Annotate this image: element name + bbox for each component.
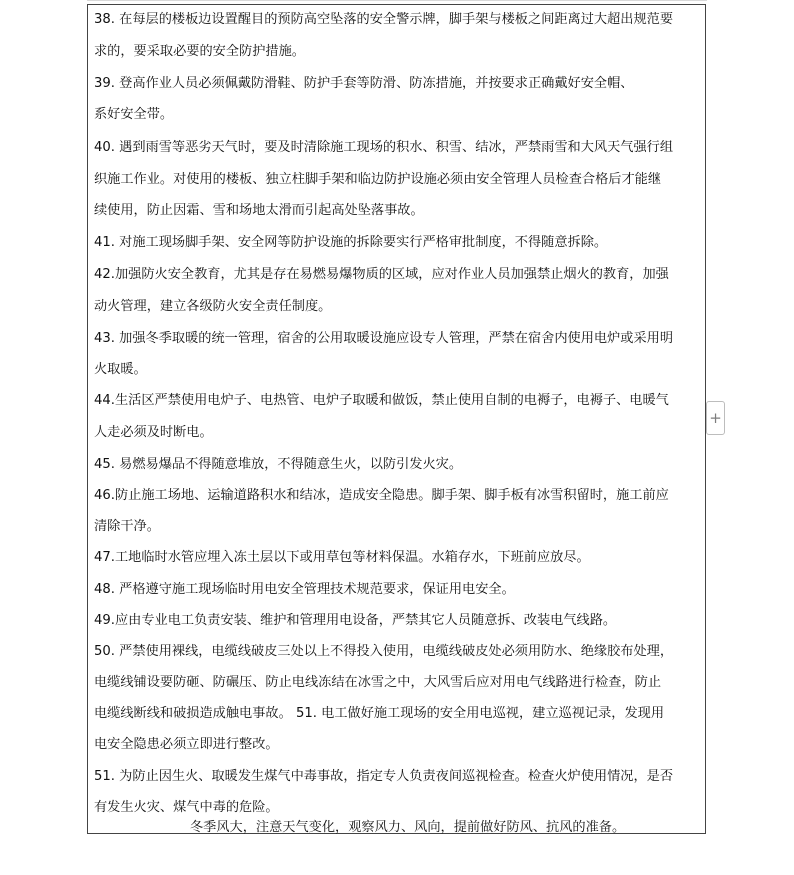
text-line: 40. 遇到雨雪等恶劣天气时，要及时清除施工现场的积水、积雪、结冰，严禁雨雪和大风天气强行组 — [94, 140, 674, 155]
document-frame — [87, 4, 706, 834]
text-line: 46.防止施工场地、运输道路积水和结冰，造成安全隐患。脚手架、脚手板有冰雪积留时，施工前应 — [94, 488, 669, 503]
text-line: 续使用，防止因霜、雪和场地太滑而引起高处坠落事故。 — [94, 203, 424, 218]
text-line: 50. 严禁使用裸线，电缆线破皮三处以上不得投入使用，电缆线破皮处必须用防水、绝缘胶布处理， — [94, 644, 674, 659]
text-line: 电缆线断线和破损造成触电事故。 51. 电工做好施工现场的安全用电巡视，建立巡视记录，发现用 — [94, 706, 665, 721]
text-line: 动火管理，建立各级防火安全责任制度。 — [94, 299, 332, 314]
text-line: 有发生火灾、煤气中毒的危险。 — [94, 800, 279, 815]
text-line: 人走必须及时断电。 — [94, 425, 213, 440]
expand-button[interactable] — [706, 401, 725, 435]
plus-icon: + — [709, 409, 722, 427]
text-line: 织施工作业。对使用的楼板、独立柱脚手架和临边防护设施必须由安全管理人员检查合格后才能继 — [94, 172, 662, 187]
text-line: 求的，要采取必要的安全防护措施。 — [94, 44, 305, 59]
text-line: 45. 易燃易爆品不得随意堆放，不得随意生火，以防引发火灾。 — [94, 457, 463, 472]
text-line: 系好安全带。 — [94, 107, 174, 122]
text-line: 电安全隐患必须立即进行整改。 — [94, 737, 279, 752]
text-line: 清除干净。 — [94, 519, 160, 534]
text-line: 42.加强防火安全教育，尤其是存在易燃易爆物质的区域，应对作业人员加强禁止烟火的教育，加强 — [94, 267, 669, 282]
text-line: 43. 加强冬季取暖的统一管理，宿舍的公用取暖设施应设专人管理，严禁在宿舍内使用电炉或采用明 — [94, 331, 674, 346]
text-line: 47.工地临时水管应埋入冻土层以下或用草包等材料保温。水箱存水，下班前应放尽。 — [94, 550, 590, 565]
text-line: 39. 登高作业人员必须佩戴防滑鞋、防护手套等防滑、防冻措施，并按要求正确戴好安全帽、 — [94, 76, 634, 91]
text-line: 冬季风大，注意天气变化，观察风力、风向，提前做好防风、抗风的准备。 — [190, 820, 626, 835]
text-line: 51. 为防止因生火、取暖发生煤气中毒事故，指定专人负责夜间巡视检查。检查火炉使用情况，是否 — [94, 769, 674, 784]
text-line: 41. 对施工现场脚手架、安全网等防护设施的拆除要实行严格审批制度，不得随意拆除。 — [94, 235, 608, 250]
text-line: 44.生活区严禁使用电炉子、电热管、电炉子取暖和做饭，禁止使用自制的电褥子，电褥子、电暖气 — [94, 393, 669, 408]
text-line: 电缆线铺设要防砸、防碾压、防止电线冻结在冰雪之中，大风雪后应对用电气线路进行检查，防止 — [94, 675, 662, 690]
text-line: 38. 在每层的楼板边设置醒目的预防高空坠落的安全警示牌，脚手架与楼板之间距离过大超出规范要 — [94, 12, 674, 27]
top-rule — [87, 0, 707, 1]
text-line: 火取暖。 — [94, 362, 147, 377]
text-line: 49.应由专业电工负责安装、维护和管理用电设备，严禁其它人员随意拆、改装电气线路。 — [94, 613, 617, 628]
text-line: 48. 严格遵守施工现场临时用电安全管理技术规范要求，保证用电安全。 — [94, 582, 515, 597]
